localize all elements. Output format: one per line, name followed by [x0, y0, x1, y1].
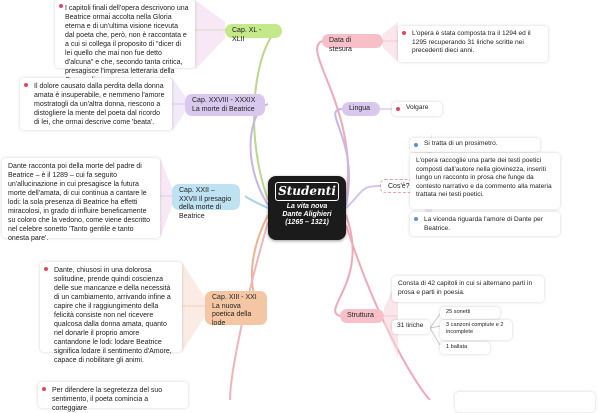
note-cose-1 — [410, 138, 540, 152]
note-text: 1 ballata — [446, 344, 468, 350]
liriche-sonetti — [440, 307, 500, 319]
studenti-logo: Studenti — [275, 182, 339, 201]
note-bullet — [402, 31, 406, 35]
note-text: Consta di 42 capitoli in cui si alternano parti in prosa e parti in poesia. — [398, 280, 533, 296]
liriche-canzoni — [440, 320, 512, 340]
note-text: Dante, chiusosi in una dolorosa solitudine, prende quindi coscienza delle sue mancanze e della necessità di un cambiamento, arrivando infine a capire che il raggiungimento della felicità consiste non nel ricevere qualcosa dalla donna amata, quanto nel donarle il proprio amore cantandone le lodi: lodare Beatrice significa lodare il sentimento d'Amore, capace di nobilitare gli animi. — [54, 267, 172, 364]
note-cap-xl-xlii — [55, 0, 195, 75]
note-text: I capitoli finali dell'opera descrivono una Beatrice ormai accolta nella Gloria eterna e di un'ultima visione ricevuta dal poeta che, però, non è raccontata e a cui si collega il proposito di "dicer di lei quello che mai non fue detto d'alcuna" e che, secondo tanta critica, presagisce l'impresa letteraria della — [65, 5, 189, 75]
branch-data-di-stesura[interactable]: Data di stesura — [322, 34, 383, 48]
branch-cap-xl-xlii[interactable]: Cap. XL - XLII — [225, 24, 282, 38]
branch-struttura[interactable]: Struttura — [340, 309, 384, 323]
note-bullet — [42, 387, 46, 391]
branch-lingua[interactable]: Lingua — [342, 102, 380, 116]
note-text: Il dolore causato dalla perdita della donna amata è insuperabile, e nemmeno l'amore mostratogli da un'altra donna, riescono a distogliere la mente del poeta dal ricordo di lei, che ormai descrive come 'beata'. — [34, 83, 165, 126]
note-cap-xxviii-xxxix — [20, 78, 172, 130]
central-title-line2: Dante Alighieri — [282, 211, 332, 218]
note-text: 25 sonetti — [446, 309, 471, 315]
note-text: Per difendere la segretezza del suo sentimento, il poeta comincia a corteggiare — [52, 387, 163, 412]
note-cap-xxii-xxvii — [2, 158, 160, 242]
note-lingua — [392, 102, 442, 116]
branch-cap-xxviii-xxxix[interactable]: Cap. XXVIII - XXXIX La morte di Beatrice — [185, 94, 265, 116]
liriche-node[interactable] — [392, 320, 430, 334]
note-bullet — [44, 267, 48, 271]
note-bullet — [414, 217, 418, 221]
central-title-line1: La vita nova — [286, 203, 328, 210]
note-text: L'opera è stata composta tra il 1294 ed il 1295 recuperando 31 liriche scritte nei precedenti dieci anni. — [412, 30, 531, 54]
branch-cap-xxii-xxvii[interactable]: Cap. XXII – XXVII Il presagio della morte di Beatrice — [172, 184, 240, 210]
note-cap-xiii-xxi — [40, 262, 182, 364]
note-bottom-right — [455, 392, 595, 412]
note-bullet — [24, 83, 28, 87]
note-bottom-left — [38, 382, 188, 412]
branch-cose[interactable]: Cos'è? — [380, 179, 420, 193]
liriche-label: 31 liriche — [397, 322, 424, 329]
note-text: Dante racconta poi della morte del padre di Beatrice – è il 1289 – cui fa seguito un'allucinazione in cui presagisce la futura morte dell'amata, di cui continua a cantare le lodi: la sola presenza di Beatrice ha effetti miracolosi, in grado di influire beneficamente su coloro che la vedono, come viene descritto nel celebre sonetto 'Tanto gentile e tanto onesta pare'. — [8, 163, 151, 242]
note-cose-3 — [410, 212, 560, 236]
central-title-line3: (1265 – 1321) — [285, 219, 329, 226]
liriche-ballata — [440, 342, 490, 354]
note-text: 3 canzoni compiute e 2 incomplete — [446, 322, 504, 335]
note-text: Si tratta di un prosimetro. — [424, 140, 498, 147]
note-text: La vicenda riguarda l'amore di Dante per Beatrice. — [424, 216, 543, 232]
note-struttura — [392, 276, 544, 302]
note-bullet — [396, 107, 400, 111]
note-text: Volgare — [406, 104, 429, 111]
branch-cap-xiii-xxi[interactable]: Cap. XIII - XXI La nuova poetica della lode — [205, 291, 267, 325]
note-bullet — [414, 143, 418, 147]
note-cose-2 — [410, 153, 560, 209]
note-text: L'opera raccoglie una parte dei testi poetici composti dall'autore nella giovinezza, inseriti lungo un racconto in prosa che funge da contesto narrativo e da commento alla materia trattata nei testi poetici. — [416, 157, 552, 198]
central-topic[interactable] — [268, 176, 346, 240]
note-bullet — [59, 4, 63, 8]
note-data-di-stesura — [398, 26, 548, 62]
